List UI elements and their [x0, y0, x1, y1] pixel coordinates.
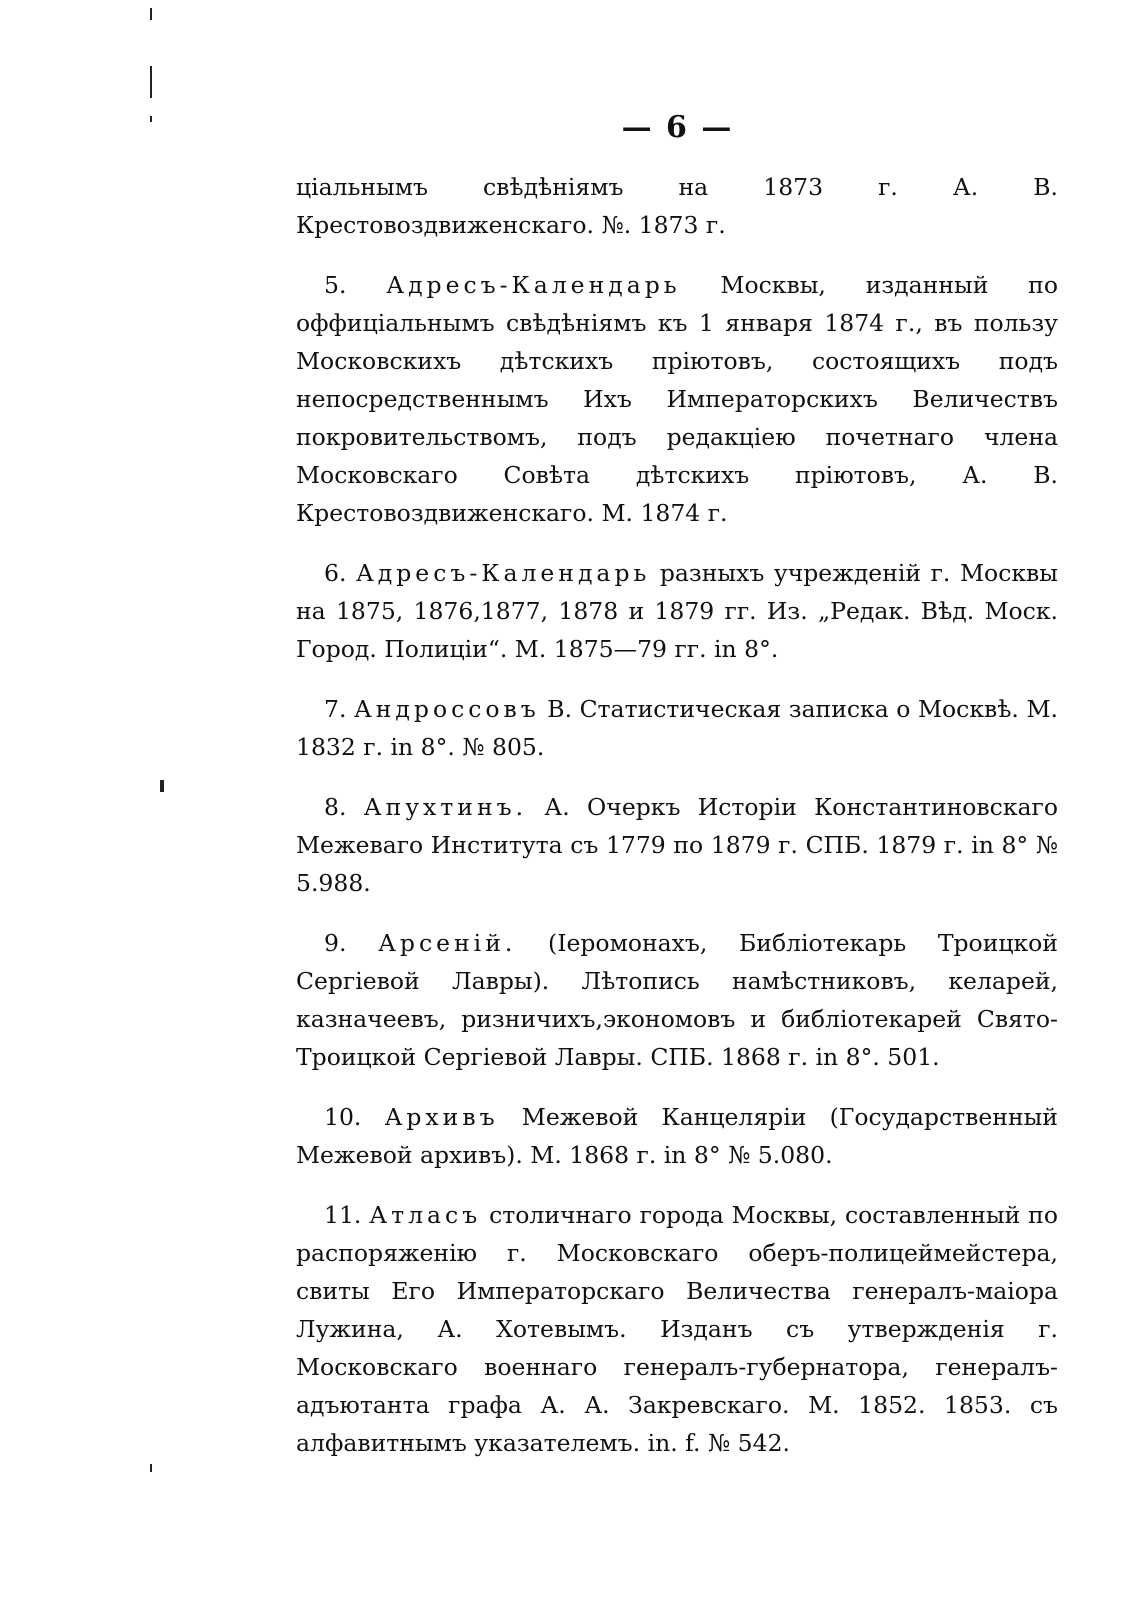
scan-speck	[160, 780, 164, 792]
entry-author: Адресъ-Календарь	[386, 271, 681, 299]
entry-number: 8.	[324, 793, 347, 821]
entry-9	[296, 924, 1058, 1076]
entry-author: Андроссовъ	[353, 695, 540, 723]
entry-text: ціальнымъ свѣдѣніямъ на 1873 г. А. В. Крестовоздвиженскаго. №. 1873 г.	[296, 173, 1058, 239]
entry-author: Апухтинъ.	[363, 793, 528, 821]
entry-10	[296, 1098, 1058, 1174]
entry-continuation	[296, 168, 1058, 244]
entry-text: А. Очеркъ Исторіи Константиновскаго Межеваго Института съ 1779 по 1879 г. СПБ. 1879 г. in 8° № 5.988.	[296, 793, 1058, 897]
entry-number: 11.	[324, 1201, 362, 1229]
entry-text: Москвы, изданный по оффиціальнымъ свѣдѣніямъ къ 1 января 1874 г., въ пользу Московскихъ дѣтскихъ пріютовъ, состоящихъ подъ непосредственнымъ Ихъ Императорскихъ Величествъ покровительствомъ, подъ редакціею почетнаго члена Московскаго Совѣта дѣтскихъ пріютовъ, А. В. Крестовоздвиженскаго. М. 1874 г.	[296, 271, 1058, 527]
entry-text: В. Статистическая записка о Москвѣ. М. 1832 г. in 8°. № 805.	[296, 695, 1058, 761]
entry-5	[296, 266, 1058, 532]
entry-number: 10.	[324, 1103, 362, 1131]
entry-7	[296, 690, 1058, 766]
scan-speck	[150, 1464, 152, 1472]
entry-author: Атласъ	[369, 1201, 482, 1229]
entry-author: Архивъ	[384, 1103, 499, 1131]
entry-11	[296, 1196, 1058, 1462]
scan-speck	[150, 66, 152, 98]
entry-8	[296, 788, 1058, 902]
bibliography-text	[296, 168, 1058, 1484]
entry-text: Межевой Канцеляріи (Государственный Межевой архивъ). М. 1868 г. in 8° № 5.080.	[296, 1103, 1058, 1169]
entry-text: столичнаго города Москвы, составленный по распоряженію г. Московскаго оберъ-полицеймейстера, свиты Его Императорскаго Величества генералъ-маіора Лужина, А. Хотевымъ. Изданъ съ утвержденія г. Московскаго военнаго генералъ-губернатора, генералъ-адъютанта графа А. А. Закревскаго. М. 1852. 1853. съ алфавитнымъ указателемъ. in. f. № 542.	[296, 1201, 1058, 1457]
page-number: — 6 —	[621, 110, 734, 145]
entry-text: (Іеромонахъ, Библіотекарь Троицкой Сергіевой Лавры). Лѣтопись намѣстниковъ, келарей, казначеевъ, ризничихъ,экономовъ и библіотекарей Свято-Троицкой Сергіевой Лавры. СПБ. 1868 г. in 8°. 501.	[296, 929, 1058, 1071]
entry-6	[296, 554, 1058, 668]
entry-number: 5.	[324, 271, 347, 299]
entry-number: 6.	[324, 559, 347, 587]
entry-text: разныхъ учрежденій г. Москвы на 1875, 1876,1877, 1878 и 1879 гг. Из. „Редак. Вѣд. Моск. Город. Полиціи“. М. 1875—79 гг. in 8°.	[296, 559, 1058, 663]
entry-author: Арсеній.	[378, 929, 517, 957]
entry-number: 9.	[324, 929, 347, 957]
entry-author: Адресъ-Календарь	[356, 559, 651, 587]
entry-number: 7.	[324, 695, 347, 723]
scan-speck	[150, 8, 152, 20]
